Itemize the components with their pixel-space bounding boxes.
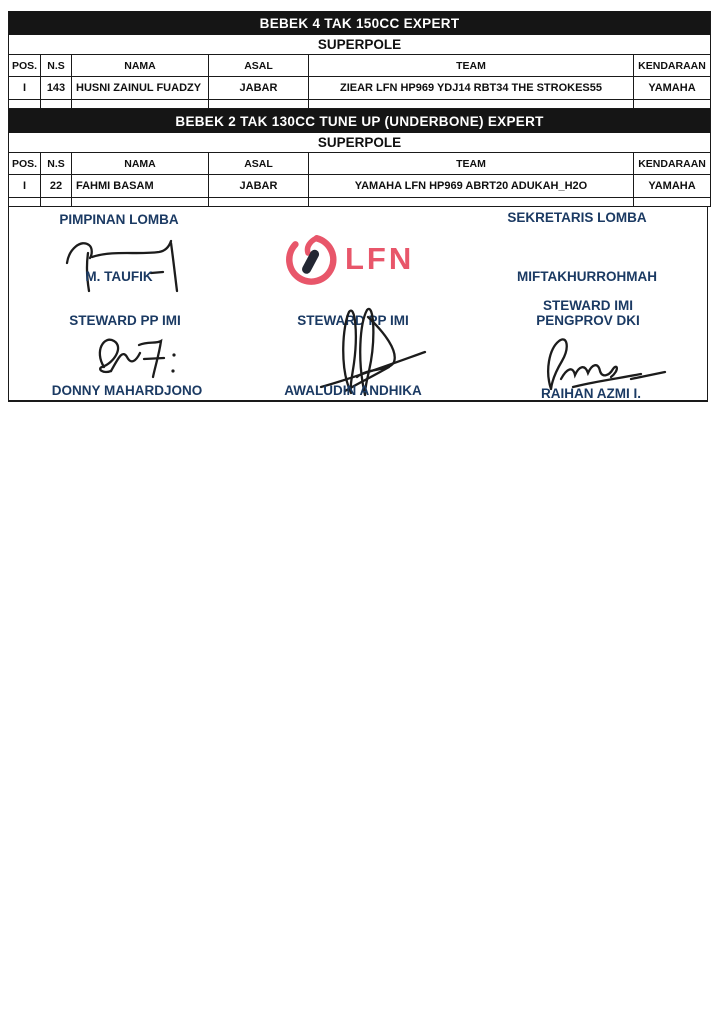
signature-m-taufik xyxy=(59,229,189,295)
official-role-steward-pp-imi-center: STEWARD PP IMI xyxy=(297,313,409,328)
spacer-cell xyxy=(209,198,309,207)
official-role-pimpinan-lomba: PIMPINAN LOMBA xyxy=(59,212,179,227)
spacer-cell xyxy=(72,198,209,207)
category-title: BEBEK 4 TAK 150CC EXPERT xyxy=(9,12,711,35)
team-cell: ZIEAR LFN HP969 YDJ14 RBT34 THE STROKES55 xyxy=(309,77,634,100)
signature-raihan-azmi xyxy=(537,335,671,393)
official-name-awaludin-andhika: AWALUDIN ANDHIKA xyxy=(284,383,422,398)
pos-cell: I xyxy=(9,175,41,198)
document-body xyxy=(8,11,710,402)
signature-donny-mahardjono xyxy=(84,329,184,383)
session-row xyxy=(9,35,711,55)
col-header-team: TEAM xyxy=(309,153,634,175)
spacer-cell xyxy=(9,198,41,207)
spacer-cell xyxy=(309,198,634,207)
column-header-row xyxy=(9,153,711,175)
col-header-pos: POS. xyxy=(9,55,41,77)
official-name-donny-mahardjono: DONNY MAHARDJONO xyxy=(51,383,203,398)
col-header-ns: N.S xyxy=(41,55,72,77)
col-header-asal: ASAL xyxy=(209,55,309,77)
spacer-cell xyxy=(41,198,72,207)
lfn-logo-mark xyxy=(283,232,339,288)
col-header-pos: POS. xyxy=(9,153,41,175)
category-band xyxy=(9,12,711,35)
spacer-cell xyxy=(72,100,209,109)
col-header-kendaraan: KENDARAAN xyxy=(634,153,711,175)
col-header-team: TEAM xyxy=(309,55,634,77)
official-name-m-taufik: M. TAUFIK xyxy=(85,269,153,284)
official-role-sekretaris-lomba: SEKRETARIS LOMBA xyxy=(507,210,647,225)
spacer-row xyxy=(9,198,711,207)
results-table-bebek-2tak-130cc xyxy=(8,109,711,207)
session-title: SUPERPOLE xyxy=(9,35,711,55)
result-row xyxy=(9,77,711,100)
official-role-line2: PENGPROV DKI xyxy=(536,313,640,328)
col-header-nama: NAMA xyxy=(72,55,209,77)
ns-cell: 22 xyxy=(41,175,72,198)
signature-panel xyxy=(8,207,708,402)
official-role-steward-imi xyxy=(498,298,678,328)
kendaraan-cell: YAMAHA xyxy=(634,77,711,100)
spacer-cell xyxy=(9,100,41,109)
asal-cell: JABAR xyxy=(209,175,309,198)
col-header-kendaraan: KENDARAAN xyxy=(634,55,711,77)
results-table-bebek-4tak-150cc xyxy=(8,11,711,109)
official-role-line1: STEWARD IMI xyxy=(543,298,633,313)
official-role-steward-pp-imi-left: STEWARD PP IMI xyxy=(69,313,181,328)
official-name-raihan-azmi: RAIHAN AZMI I. xyxy=(541,386,641,401)
nama-cell: HUSNI ZAINUL FUADZY xyxy=(72,77,209,100)
col-header-ns: N.S xyxy=(41,153,72,175)
pos-cell: I xyxy=(9,77,41,100)
spacer-cell xyxy=(634,198,711,207)
col-header-asal: ASAL xyxy=(209,153,309,175)
nama-cell: FAHMI BASAM xyxy=(72,175,209,198)
spacer-cell xyxy=(41,100,72,109)
asal-cell: JABAR xyxy=(209,77,309,100)
ns-cell: 143 xyxy=(41,77,72,100)
spacer-cell xyxy=(209,100,309,109)
column-header-row xyxy=(9,55,711,77)
spacer-cell xyxy=(309,100,634,109)
result-row xyxy=(9,175,711,198)
team-cell: YAMAHA LFN HP969 ABRT20 ADUKAH_H2O xyxy=(309,175,634,198)
official-name-miftakhurrohmah: MIFTAKHURROHMAH xyxy=(517,269,657,284)
session-title: SUPERPOLE xyxy=(9,133,711,153)
session-row xyxy=(9,133,711,153)
category-title: BEBEK 2 TAK 130CC TUNE UP (UNDERBONE) EXPERT xyxy=(9,110,711,133)
spacer-row xyxy=(9,100,711,109)
lfn-logo-text: LFN xyxy=(345,241,415,276)
category-band xyxy=(9,110,711,133)
kendaraan-cell: YAMAHA xyxy=(634,175,711,198)
spacer-cell xyxy=(634,100,711,109)
col-header-nama: NAMA xyxy=(72,153,209,175)
